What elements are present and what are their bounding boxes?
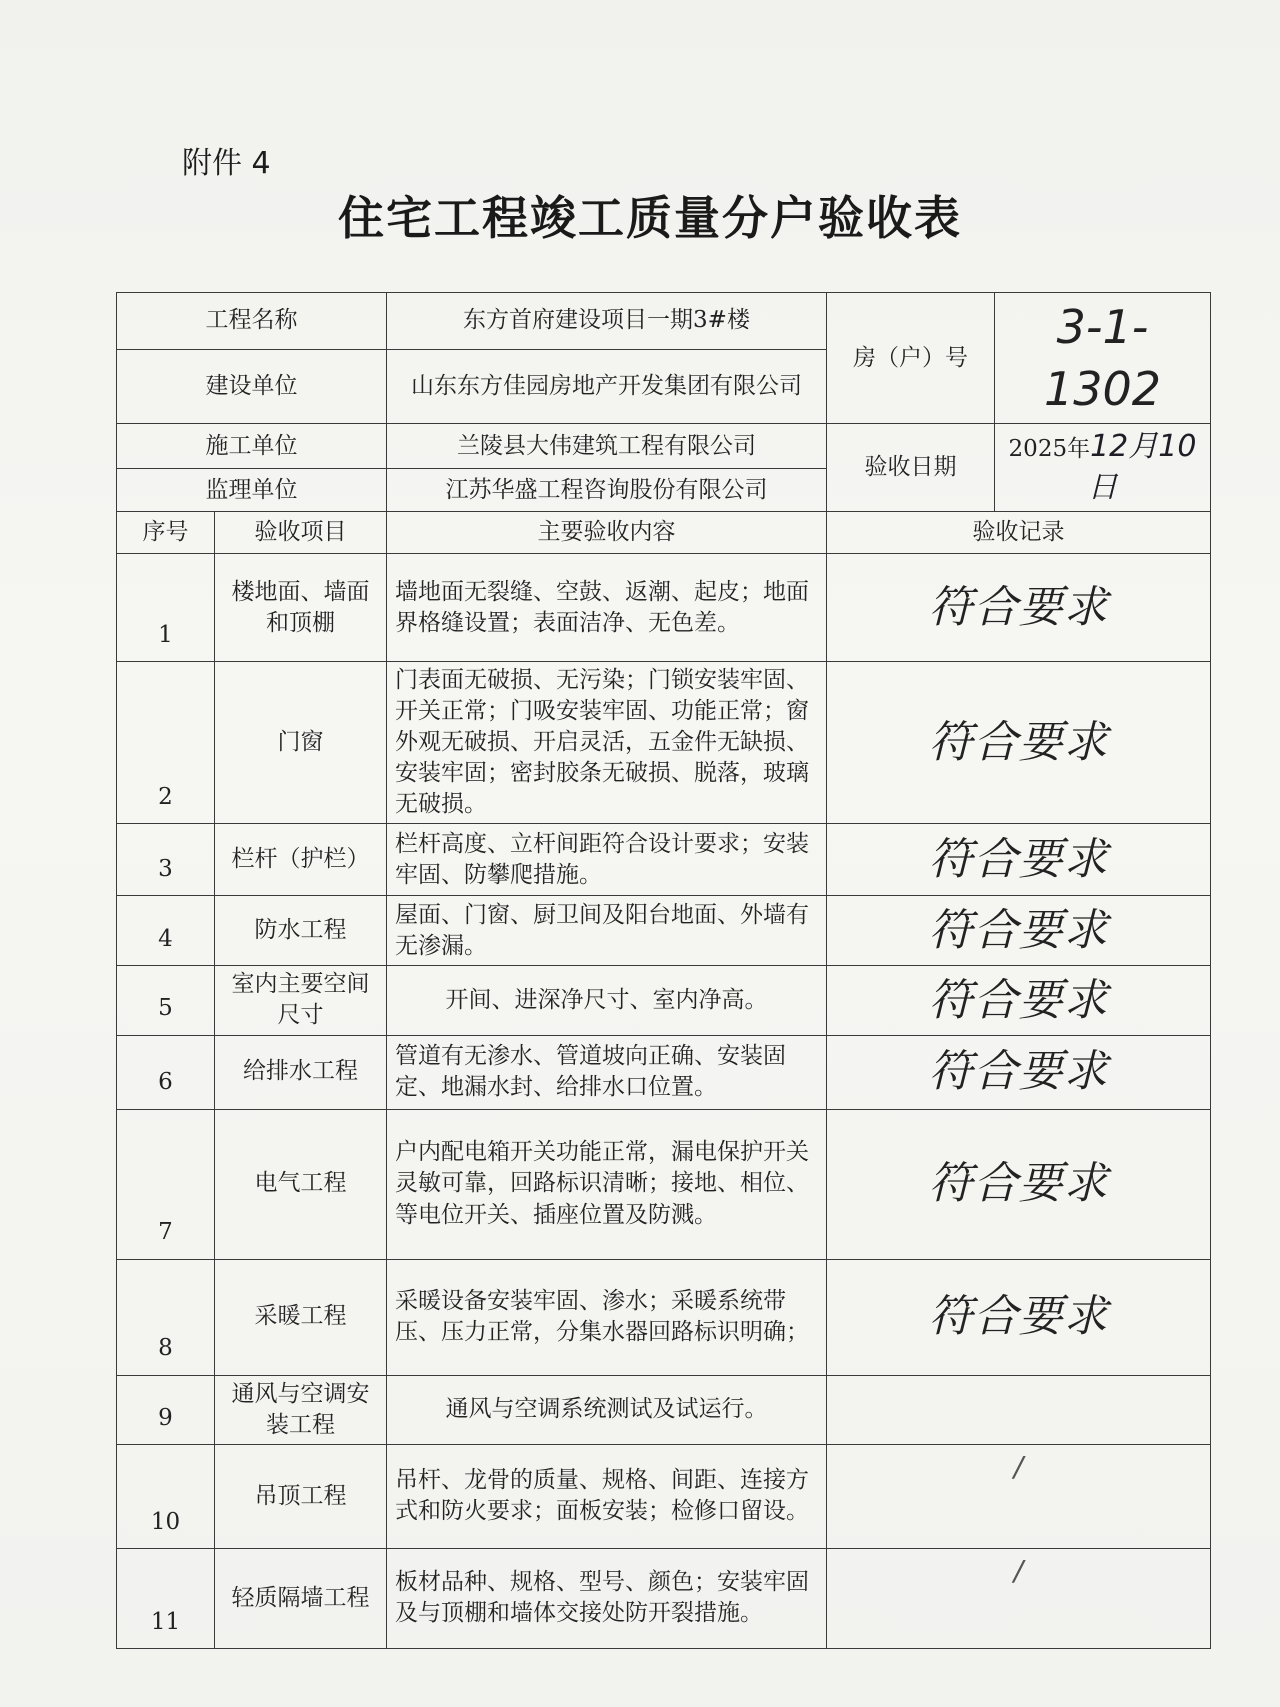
row-seq: 3	[117, 824, 215, 896]
table-row	[117, 1109, 1211, 1259]
row-seq: 8	[117, 1259, 215, 1375]
row-content: 墙地面无裂缝、空鼓、返潮、起皮；地面界格缝设置；表面洁净、无色差。	[387, 554, 827, 662]
row-record-handwritten: 符合要求	[827, 554, 1211, 662]
table-row	[117, 1375, 1211, 1444]
row-record-handwritten: 符合要求	[827, 824, 1211, 896]
row-content: 采暖设备安装牢固、渗水；采暖系统带压、压力正常，分集水器回路标识明确；	[387, 1259, 827, 1375]
room-number-value: 3-1-1302	[995, 293, 1211, 424]
row-record-handwritten: /	[827, 1444, 1211, 1548]
row-content: 管道有无渗水、管道坡向正确、安装固定、地漏水封、给排水口位置。	[387, 1035, 827, 1109]
row-content: 吊杆、龙骨的质量、规格、间距、连接方式和防火要求；面板安装；检修口留设。	[387, 1444, 827, 1548]
row-content: 板材品种、规格、型号、颜色；安装牢固及与顶棚和墙体交接处防开裂措施。	[387, 1548, 827, 1648]
row-record-handwritten: /	[827, 1548, 1211, 1648]
row-item: 给排水工程	[215, 1035, 387, 1109]
column-header-content: 主要验收内容	[387, 512, 827, 554]
row-item: 门窗	[215, 662, 387, 824]
table-row	[117, 662, 1211, 824]
row-seq: 2	[117, 662, 215, 824]
supervisor-label: 监理单位	[117, 469, 387, 512]
room-number-label: 房（户）号	[827, 293, 995, 424]
row-record-handwritten: 符合要求	[827, 1109, 1211, 1259]
row-item: 轻质隔墙工程	[215, 1548, 387, 1648]
inspection-date-label: 验收日期	[827, 424, 995, 512]
table-row	[117, 1548, 1211, 1648]
contractor-label: 施工单位	[117, 424, 387, 469]
row-seq: 10	[117, 1444, 215, 1548]
table-row	[117, 1444, 1211, 1548]
builder-value: 山东东方佳园房地产开发集团有限公司	[387, 349, 827, 423]
row-content: 开间、进深净尺寸、室内净高。	[387, 966, 827, 1035]
row-record-handwritten: 符合要求	[827, 1259, 1211, 1375]
row-record-handwritten: 符合要求	[827, 896, 1211, 966]
row-item: 采暖工程	[215, 1259, 387, 1375]
column-header-item: 验收项目	[215, 512, 387, 554]
project-name-label: 工程名称	[117, 293, 387, 350]
supervisor-value: 江苏华盛工程咨询股份有限公司	[387, 469, 827, 512]
contractor-value: 兰陵县大伟建筑工程有限公司	[387, 424, 827, 469]
table-row	[117, 1035, 1211, 1109]
row-item: 室内主要空间尺寸	[215, 966, 387, 1035]
row-seq: 7	[117, 1109, 215, 1259]
table-row	[117, 1259, 1211, 1375]
row-item: 通风与空调安装工程	[215, 1375, 387, 1444]
attachment-label: 附件 4	[182, 146, 271, 181]
row-seq: 11	[117, 1548, 215, 1648]
row-item: 楼地面、墙面和顶棚	[215, 554, 387, 662]
inspection-date-value	[995, 424, 1211, 512]
row-content: 通风与空调系统测试及试运行。	[387, 1375, 827, 1444]
table-row	[117, 824, 1211, 896]
row-record-handwritten: 符合要求	[827, 1035, 1211, 1109]
inspection-date-printed: 2025年	[1008, 436, 1091, 463]
column-header-record: 验收记录	[827, 512, 1211, 554]
row-content: 门表面无破损、无污染；门锁安装牢固、开关正常；门吸安装牢固、功能正常；窗外观无破损、开启灵活，五金件无缺损、 安装牢固；密封胶条无破损、脱落，玻璃无破损。	[387, 662, 827, 824]
inspection-date-handwritten: 12月10日	[1087, 429, 1197, 505]
row-item: 吊顶工程	[215, 1444, 387, 1548]
row-seq: 9	[117, 1375, 215, 1444]
table-row	[117, 966, 1211, 1035]
row-content: 屋面、门窗、厨卫间及阳台地面、外墙有无渗漏。	[387, 896, 827, 966]
row-record-handwritten: 符合要求	[827, 966, 1211, 1035]
table-row	[117, 554, 1211, 662]
row-seq: 5	[117, 966, 215, 1035]
project-name-value: 东方首府建设项目一期3#楼	[387, 293, 827, 350]
row-content: 栏杆高度、立杆间距符合设计要求；安装牢固、防攀爬措施。	[387, 824, 827, 896]
row-item: 电气工程	[215, 1109, 387, 1259]
row-item: 防水工程	[215, 896, 387, 966]
row-seq: 6	[117, 1035, 215, 1109]
inspection-table	[116, 292, 1211, 1649]
row-seq: 4	[117, 896, 215, 966]
row-record-handwritten	[827, 1375, 1211, 1444]
row-seq: 1	[117, 554, 215, 662]
builder-label: 建设单位	[117, 349, 387, 423]
column-header-seq: 序号	[117, 512, 215, 554]
table-row	[117, 896, 1211, 966]
row-record-handwritten: 符合要求	[827, 662, 1211, 824]
row-item: 栏杆（护栏）	[215, 824, 387, 896]
document-title: 住宅工程竣工质量分户验收表	[338, 191, 962, 245]
row-content: 户内配电箱开关功能正常，漏电保护开关灵敏可靠，回路标识清晰；接地、相位、等电位开关、插座位置及防溅。	[387, 1109, 827, 1259]
